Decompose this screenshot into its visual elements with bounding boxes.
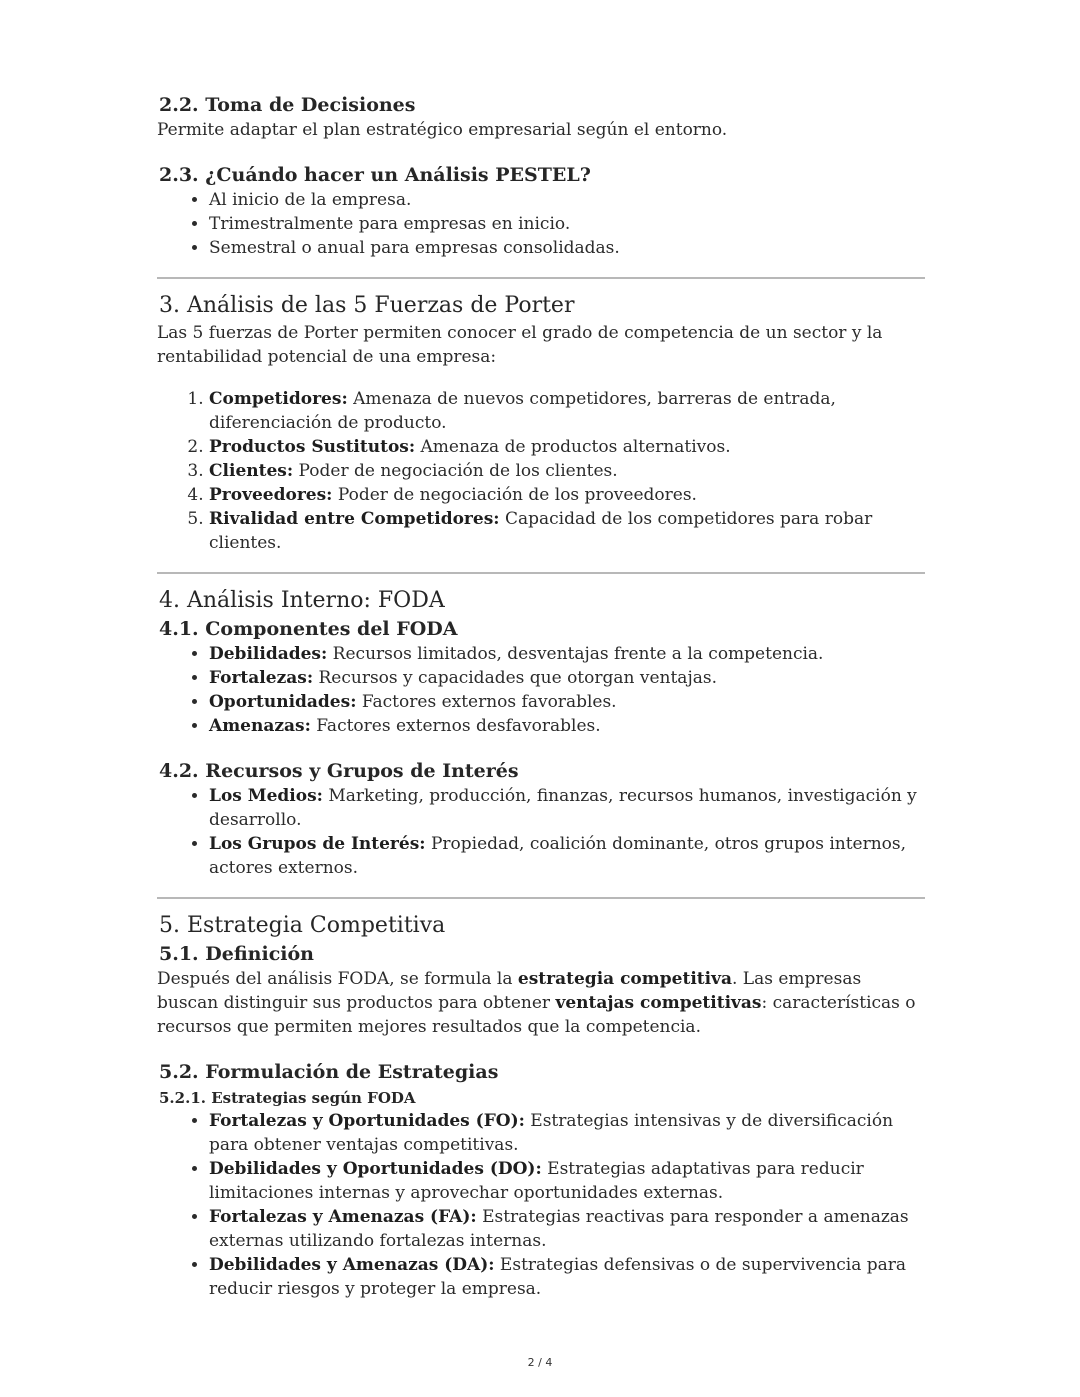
item-label: Rivalidad entre Competidores:: [209, 509, 500, 529]
paragraph-5-1: [157, 967, 927, 1039]
list-item: [209, 507, 927, 555]
item-label: Productos Sustitutos:: [209, 437, 416, 457]
heading-2-2: 2.2. Toma de Decisiones: [159, 94, 416, 116]
item-label: Proveedores:: [209, 485, 333, 505]
item-text: Poder de negociación de los proveedores.: [332, 485, 697, 505]
item-text: Estrategias defensivas o de supervivencia para reducir riesgos y proteger la empresa.: [209, 1255, 907, 1299]
item-text: Capacidad de los competidores para robar clientes.: [209, 509, 873, 553]
item-text: Estrategias reactivas para responder a amenazas externas utilizando fortalezas internas.: [209, 1207, 909, 1251]
heading-3: 3. Análisis de las 5 Fuerzas de Porter: [159, 293, 575, 318]
item-text: Estrategias intensivas y de diversificación para obtener ventajas competitivas.: [209, 1111, 894, 1155]
text-part: Después del análisis FODA, se formula la: [157, 969, 518, 989]
item-text: Marketing, producción, finanzas, recursos humanos, investigación y desarrollo.: [209, 786, 917, 830]
item-label: Fortalezas y Amenazas (FA):: [209, 1207, 477, 1227]
list-item: [209, 1157, 927, 1205]
list-item: [209, 832, 927, 880]
item-label: Competidores:: [209, 389, 348, 409]
item-text: Factores externos favorables.: [356, 692, 617, 712]
heading-5: 5. Estrategia Competitiva: [159, 913, 446, 938]
list-item: [209, 1205, 927, 1253]
item-label: Amenazas:: [209, 716, 311, 736]
item-text: Factores externos desfavorables.: [310, 716, 601, 736]
list-item: [209, 666, 927, 690]
list-item: [209, 459, 927, 483]
list-item: [209, 642, 927, 666]
list-item: [209, 435, 927, 459]
item-text: Recursos limitados, desventajas frente a la competencia.: [327, 644, 824, 664]
item-label: Los Grupos de Interés:: [209, 834, 426, 854]
heading-4: 4. Análisis Interno: FODA: [159, 588, 445, 613]
list-item: [209, 1109, 927, 1157]
item-label: Fortalezas y Oportunidades (FO):: [209, 1111, 525, 1131]
text-part: . Las empresas buscan distinguir sus productos para obtener: [157, 969, 862, 1013]
item-text: Estrategias adaptativas para reducir limitaciones internas y aprovechar oportunidades externas.: [209, 1159, 864, 1203]
list-item: [209, 784, 927, 832]
item-label: Debilidades y Amenazas (DA):: [209, 1255, 495, 1275]
heading-4-1: 4.1. Componentes del FODA: [159, 618, 458, 640]
list-item: [209, 483, 927, 507]
heading-5-2: 5.2. Formulación de Estrategias: [159, 1061, 499, 1083]
list-3-forces: [157, 387, 927, 555]
item-label: Oportunidades:: [209, 692, 357, 712]
page-number: 2 / 4: [527, 1356, 553, 1369]
bold-term: ventajas competitivas: [555, 993, 762, 1013]
item-text: Propiedad, coalición dominante, otros grupos internos, actores externos.: [209, 834, 907, 878]
item-label: Fortalezas:: [209, 668, 314, 688]
heading-5-1: 5.1. Definición: [159, 943, 314, 965]
list-item: [209, 387, 927, 435]
heading-5-2-1: 5.2.1. Estrategias según FODA: [159, 1089, 416, 1107]
list-item: • Al inicio de la empresa.: [209, 188, 927, 212]
list-2-3: [157, 188, 927, 260]
item-text: Poder de negociación de los clientes.: [293, 461, 618, 481]
heading-2-3: 2.3. ¿Cuándo hacer un Análisis PESTEL?: [159, 164, 591, 186]
paragraph-2-2: Permite adaptar el plan estratégico empresarial según el entorno.: [157, 120, 728, 140]
list-item: [209, 1253, 927, 1301]
list-4-1: [157, 642, 927, 738]
item-label: Clientes:: [209, 461, 294, 481]
item-text: Recursos y capacidades que otorgan ventajas.: [313, 668, 717, 688]
item-label: Debilidades:: [209, 644, 328, 664]
item-text: Amenaza de productos alternativos.: [415, 437, 731, 457]
bold-term: estrategia competitiva: [517, 969, 732, 989]
list-item: • Semestral o anual para empresas consolidadas.: [209, 236, 927, 260]
document-page: [157, 92, 927, 1301]
list-4-2: [157, 784, 927, 880]
item-label: Los Medios:: [209, 786, 323, 806]
paragraph-3-intro: Las 5 fuerzas de Porter permiten conocer el grado de competencia de un sector y la rentabilidad potencial de una empresa:: [157, 323, 883, 367]
item-label: Debilidades y Oportunidades (DO):: [209, 1159, 542, 1179]
text-part: : características o recursos que permiten mejores resultados que la competencia.: [157, 993, 916, 1037]
list-item: [209, 690, 927, 714]
list-5-2-1: [157, 1109, 927, 1301]
list-item: • Trimestralmente para empresas en inicio.: [209, 212, 927, 236]
item-text: Amenaza de nuevos competidores, barreras de entrada, diferenciación de producto.: [209, 389, 836, 433]
list-item: [209, 714, 927, 738]
heading-4-2: 4.2. Recursos y Grupos de Interés: [159, 760, 519, 782]
